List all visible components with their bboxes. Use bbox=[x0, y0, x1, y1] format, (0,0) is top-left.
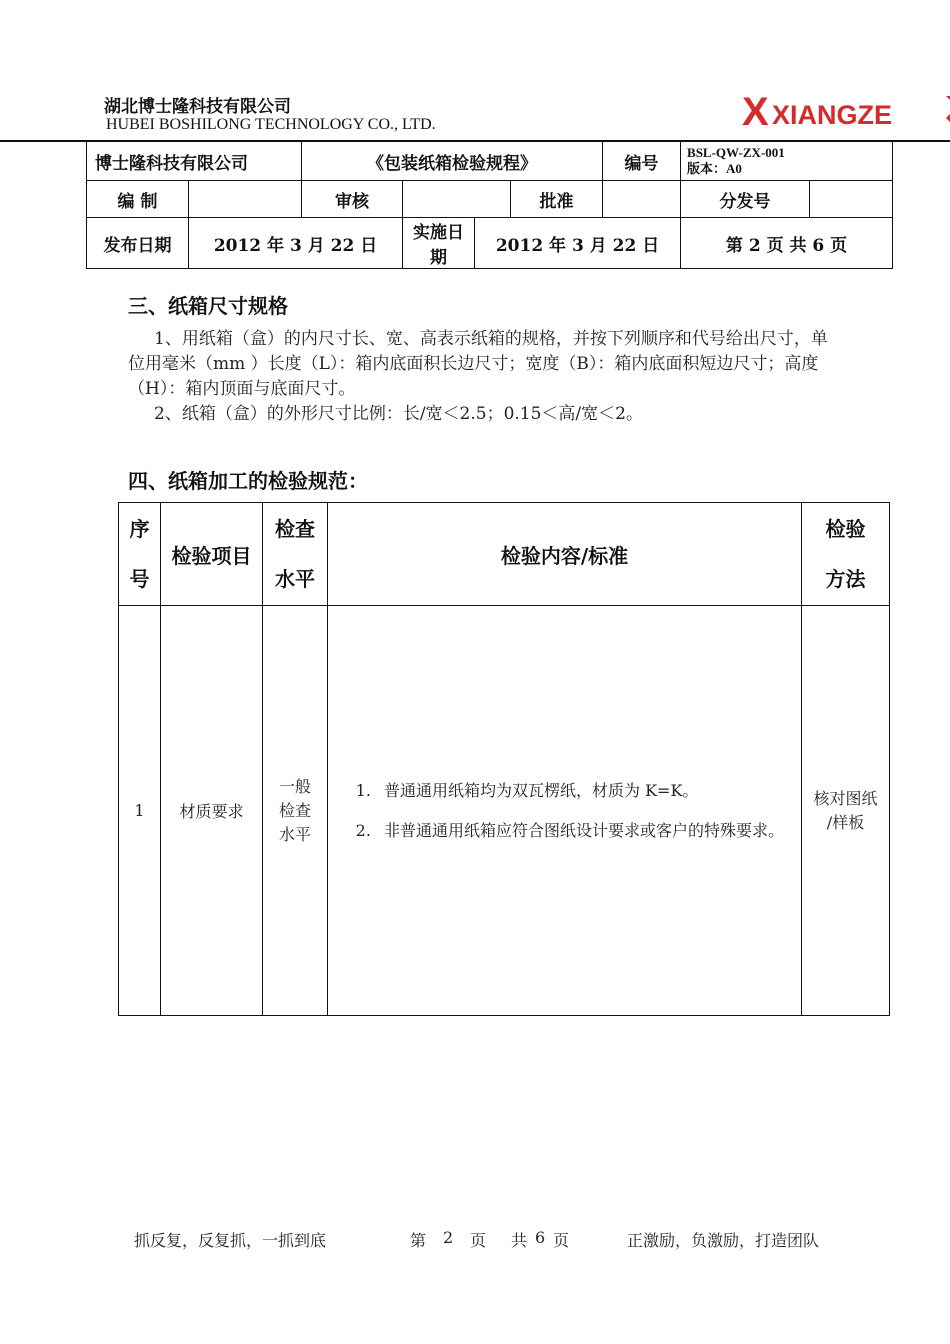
list-item: 2. 非普通通用纸箱应符合图纸设计要求或客户的特殊要求。 bbox=[376, 811, 791, 851]
code-label: 编号 bbox=[603, 142, 681, 181]
logo-edge-fragment bbox=[940, 92, 950, 132]
row-no: 1 bbox=[119, 606, 161, 1016]
footer-page-label: 第 bbox=[410, 1231, 427, 1250]
code-value: BSL-QW-ZX-001 bbox=[687, 145, 785, 160]
header-level: 检查 水平 bbox=[263, 503, 328, 606]
distribution-label: 分发号 bbox=[681, 181, 810, 218]
footer-page-suffix: 页 bbox=[470, 1231, 487, 1250]
section3-paragraph-1: 1、用纸箱（盒）的内尺寸长、宽、高表示纸箱的规格，并按下列顺序和代号给出尺寸，单位用毫米（mm ）长度（L）：箱内底面积长边尺寸；宽度（B）：箱内底面积短边尺寸；高度（H）：箱内顶面与底面尺寸。 bbox=[128, 329, 828, 399]
publish-date: 2012 年 3 月 22 日 bbox=[189, 218, 403, 269]
footer-slogan-left: 抓反复，反复抓，一抓到底 bbox=[134, 1231, 327, 1250]
doc-title: 《包装纸箱检验规程》 bbox=[302, 142, 603, 181]
distribution-value bbox=[810, 181, 893, 218]
header-no: 序 号 bbox=[119, 503, 161, 606]
list-item: 1. 普通通用纸箱均为双瓦楞纸，材质为 K=K。 bbox=[376, 771, 791, 811]
page-info: 第 2 页 共 6 页 bbox=[681, 218, 893, 269]
document-info-table bbox=[86, 141, 893, 269]
section3-title: 三、纸箱尺寸规格 bbox=[128, 294, 288, 318]
xiangze-logo bbox=[742, 90, 893, 134]
company-name-cn: 湖北博士隆科技有限公司 bbox=[104, 97, 291, 117]
footer-total-suffix: 页 bbox=[553, 1231, 570, 1250]
compile-label: 编 制 bbox=[87, 181, 189, 218]
row-method: 核对图纸 /样板 bbox=[802, 606, 890, 1016]
review-label: 审核 bbox=[302, 181, 403, 218]
row-level: 一般 检查 水平 bbox=[263, 606, 328, 1016]
header-item: 检验项目 bbox=[161, 503, 263, 606]
footer-page-number: 2 bbox=[443, 1228, 454, 1247]
logo-x: X bbox=[742, 90, 769, 134]
section3-paragraph-2: 2、纸箱（盒）的外形尺寸比例：长/宽＜2.5；0.15＜高/宽＜2。 bbox=[154, 404, 643, 424]
content-list bbox=[338, 771, 791, 851]
version-value: 版本：A0 bbox=[687, 161, 742, 176]
footer-total-number: 6 bbox=[535, 1228, 546, 1247]
header-method: 检验 方法 bbox=[802, 503, 890, 606]
section4-title: 四、纸箱加工的检验规范： bbox=[128, 469, 368, 493]
publish-label: 发布日期 bbox=[87, 218, 189, 269]
effective-label: 实施日期 bbox=[403, 218, 475, 269]
table-row bbox=[119, 606, 890, 1016]
inspection-table bbox=[118, 502, 890, 1016]
row-item: 材质要求 bbox=[161, 606, 263, 1016]
footer-slogan-right: 正激励，负激励，打造团队 bbox=[627, 1231, 820, 1250]
approve-label: 批准 bbox=[511, 181, 603, 218]
effective-date: 2012 年 3 月 22 日 bbox=[475, 218, 681, 269]
approve-value bbox=[603, 181, 681, 218]
row-content bbox=[328, 606, 802, 1016]
footer-total-label: 共 bbox=[511, 1231, 528, 1250]
review-value bbox=[403, 181, 511, 218]
company-name-en: HUBEI BOSHILONG TECHNOLOGY CO., LTD. bbox=[106, 116, 436, 133]
compile-value bbox=[189, 181, 302, 218]
header-content: 检验内容/标准 bbox=[328, 503, 802, 606]
code-cell bbox=[681, 142, 893, 181]
logo-text: XIANGZE bbox=[772, 100, 893, 130]
inspection-header-row bbox=[119, 503, 890, 606]
company-cell: 博士隆科技有限公司 bbox=[87, 142, 302, 181]
